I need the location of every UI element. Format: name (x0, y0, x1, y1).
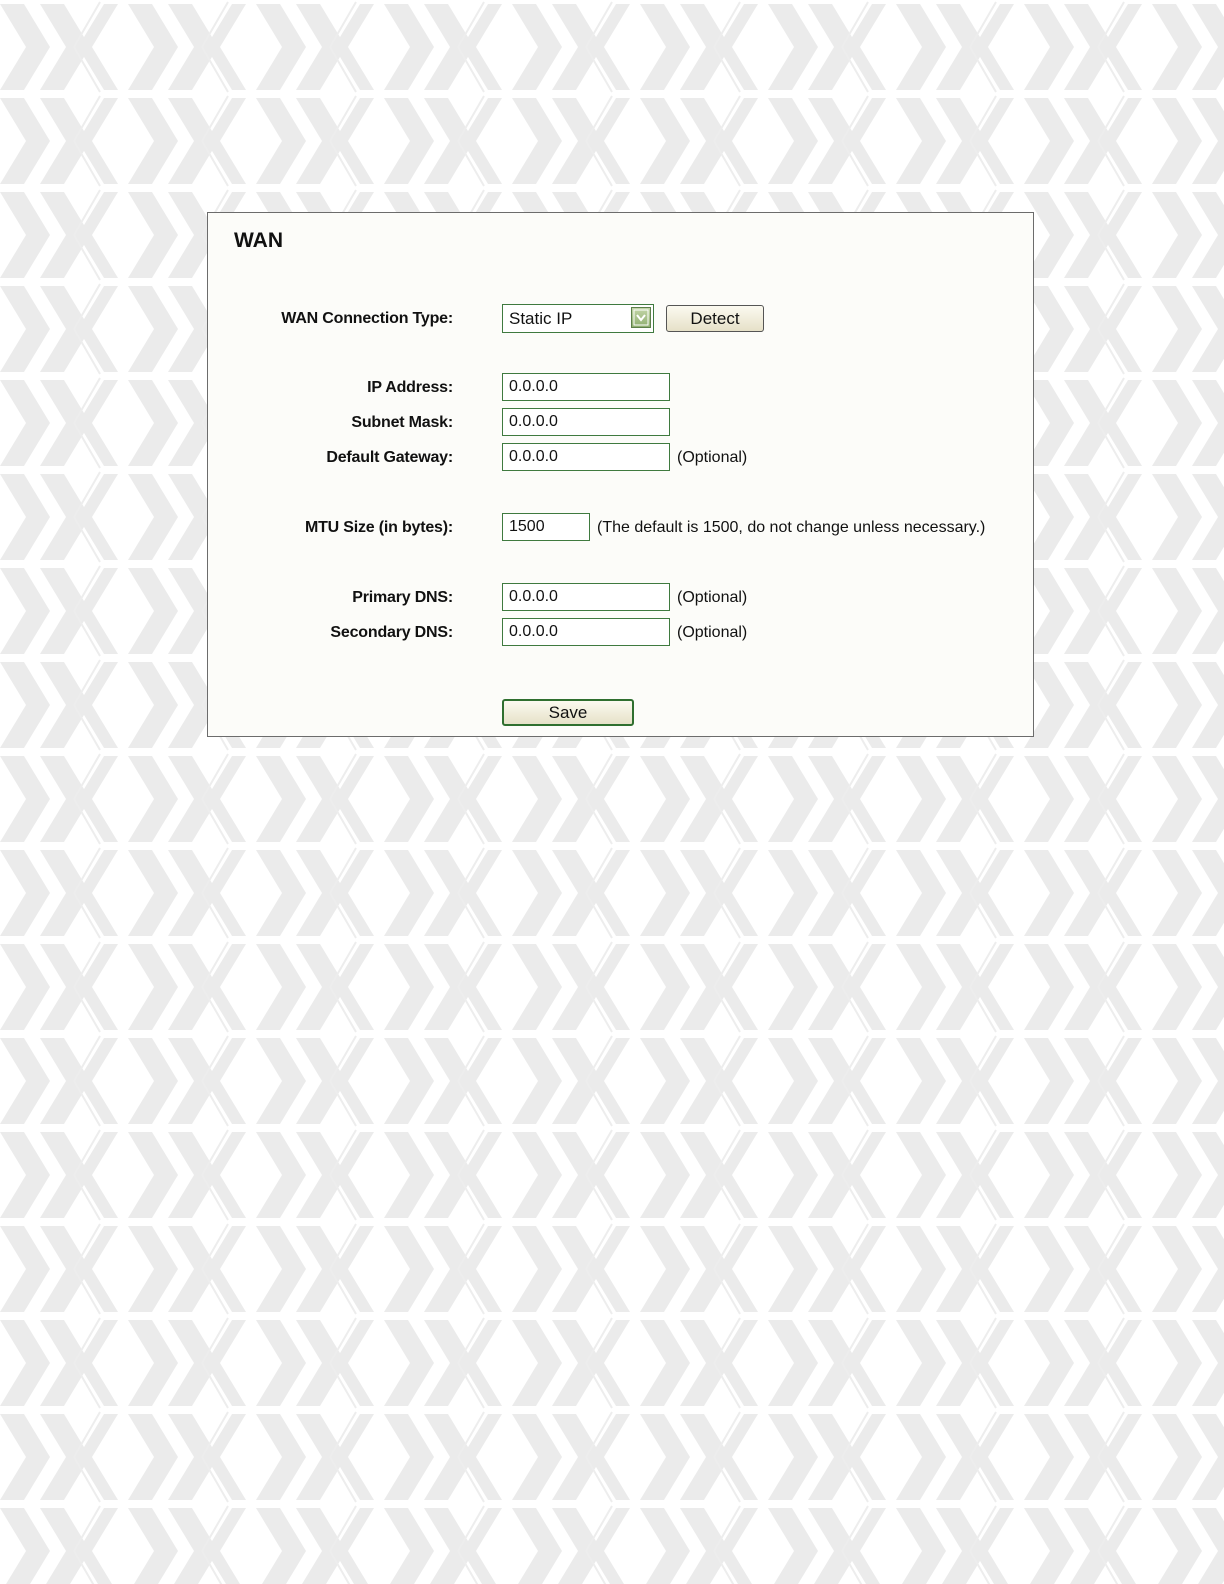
primary-dns-input[interactable] (502, 583, 670, 611)
subnet-mask-input[interactable] (502, 408, 670, 436)
detect-button[interactable]: Detect (666, 305, 764, 332)
mtu-size-input[interactable] (502, 513, 590, 541)
chevron-down-icon[interactable] (631, 307, 651, 328)
ip-address-label: IP Address: (367, 379, 453, 396)
mtu-size-note: (The default is 1500, do not change unless necessary.) (597, 519, 986, 536)
wan-settings-panel (207, 212, 1034, 737)
secondary-dns-label: Secondary DNS: (330, 624, 453, 641)
default-gateway-input[interactable] (502, 443, 670, 471)
wan-connection-type-select[interactable] (502, 304, 654, 333)
secondary-dns-note: (Optional) (677, 624, 748, 641)
default-gateway-note: (Optional) (677, 449, 748, 466)
page-title: WAN (234, 229, 283, 252)
secondary-dns-input[interactable] (502, 618, 670, 646)
subnet-mask-label: Subnet Mask: (351, 414, 453, 431)
ip-address-input[interactable] (502, 373, 670, 401)
wan-connection-type-value: Static IP (509, 309, 573, 328)
wan-connection-type-label: WAN Connection Type: (281, 310, 453, 327)
primary-dns-label: Primary DNS: (352, 589, 453, 606)
default-gateway-label: Default Gateway: (326, 449, 453, 466)
save-button[interactable]: Save (502, 699, 634, 726)
primary-dns-note: (Optional) (677, 589, 748, 606)
mtu-size-label: MTU Size (in bytes): (304, 519, 453, 536)
